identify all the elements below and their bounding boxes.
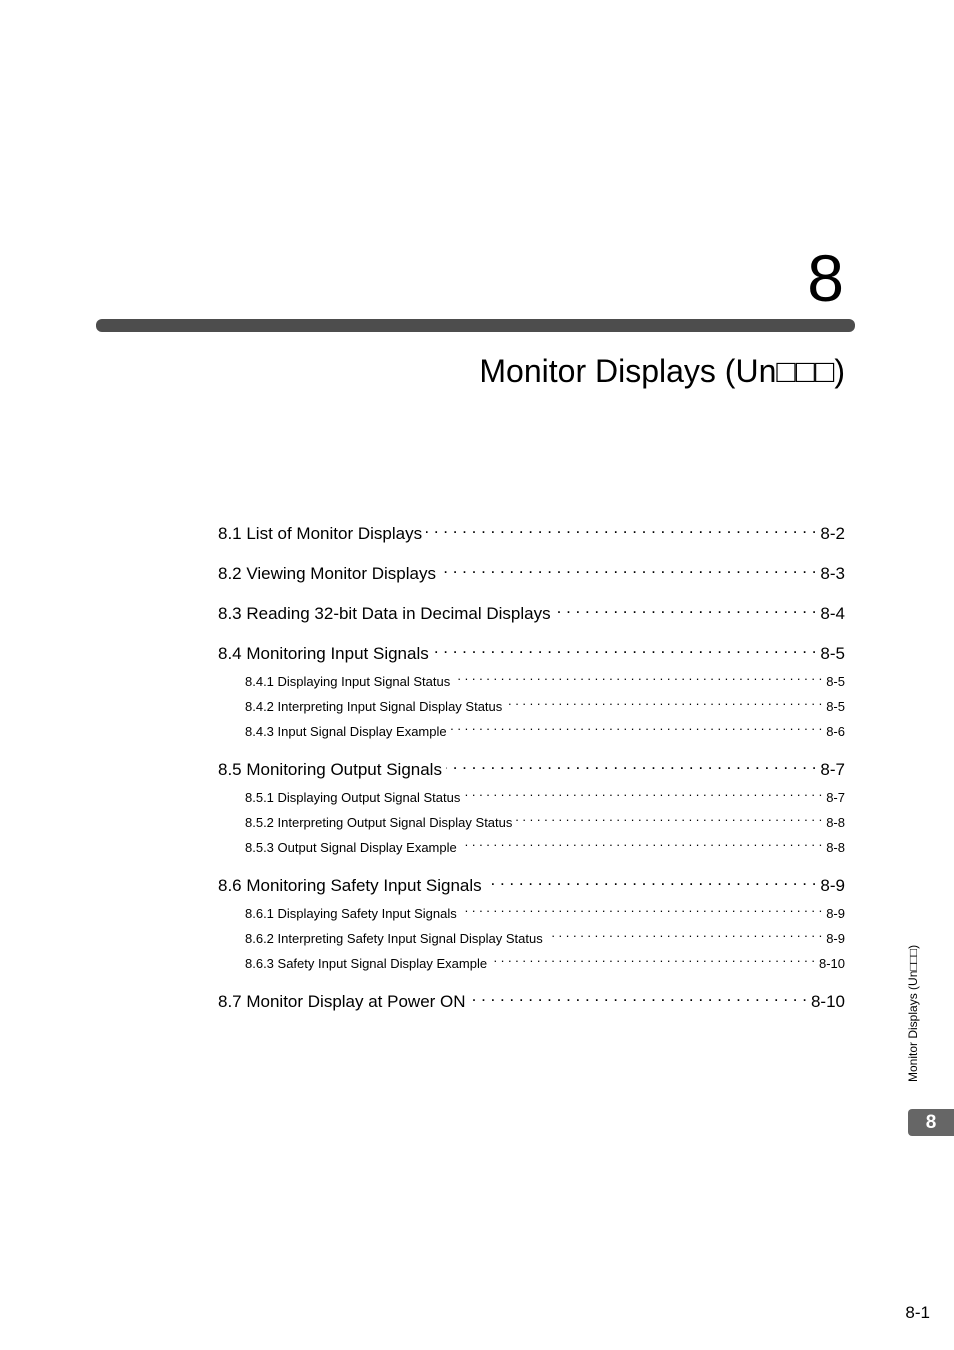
- toc-entry-page: 8-9: [826, 930, 845, 946]
- toc-entry-label: 8.4 Monitoring Input Signals: [218, 644, 429, 663]
- toc-entry[interactable]: [218, 923, 845, 948]
- toc-entry-page: 8-9: [820, 876, 845, 895]
- toc-entry-page: 8-8: [826, 839, 845, 855]
- toc-entry[interactable]: [218, 597, 845, 625]
- toc-entry-label: 8.1 List of Monitor Displays: [218, 524, 423, 543]
- toc-entry-label: 8.6 Monitoring Safety Input Signals: [218, 876, 482, 895]
- dot-leader: [506, 691, 822, 711]
- toc-entry-page: 8-3: [820, 564, 845, 583]
- dot-leader: [440, 557, 816, 579]
- page-number: 8-1: [905, 1303, 930, 1322]
- toc-entry-label: 8.4.1 Displaying Input Signal Status: [245, 673, 451, 689]
- toc-entry[interactable]: [218, 898, 845, 923]
- toc-entry[interactable]: [218, 869, 845, 897]
- toc-entry-label: 8.6.2 Interpreting Safety Input Signal Display Status: [245, 930, 543, 946]
- chapter-thumb-tab: 8: [908, 1109, 954, 1136]
- toc-entry-page: 8-5: [826, 698, 845, 714]
- dot-leader: [486, 869, 817, 891]
- toc-entry[interactable]: [218, 691, 845, 716]
- dot-leader: [426, 517, 816, 539]
- toc-entry[interactable]: [218, 637, 845, 665]
- toc-entry-page: 8-4: [820, 604, 845, 623]
- toc-entry-page: 8-7: [826, 789, 845, 805]
- dot-leader: [555, 597, 817, 619]
- chapter-divider-bar: [96, 319, 855, 332]
- toc-entry-label: 8.4.2 Interpreting Input Signal Display Status: [245, 698, 503, 714]
- toc-entry-label: 8.4.3 Input Signal Display Example: [245, 723, 447, 739]
- toc-entry[interactable]: [218, 782, 845, 807]
- chapter-number: 8: [807, 241, 844, 315]
- toc-entry-label: 8.2 Viewing Monitor Displays: [218, 564, 436, 583]
- dot-leader: [491, 948, 815, 968]
- toc-entry-page: 8-8: [826, 814, 845, 830]
- dot-leader: [516, 807, 822, 827]
- toc-entry-page: 8-5: [820, 644, 845, 663]
- toc-entry[interactable]: [218, 985, 845, 1013]
- dot-leader: [451, 716, 823, 736]
- toc-entry[interactable]: [218, 832, 845, 857]
- dot-leader: [461, 832, 822, 852]
- toc-entry-label: 8.5.3 Output Signal Display Example: [245, 839, 457, 855]
- dot-leader: [454, 666, 822, 686]
- toc-entry[interactable]: [218, 666, 845, 691]
- toc-entry-page: 8-2: [820, 524, 845, 543]
- toc-entry[interactable]: [218, 948, 845, 973]
- toc-entry-page: 8-5: [826, 673, 845, 689]
- toc-entry-label: 8.5.2 Interpreting Output Signal Display Status: [245, 814, 513, 830]
- toc-entry[interactable]: [218, 517, 845, 545]
- toc-entry-page: 8-10: [818, 955, 845, 971]
- table-of-contents: [218, 517, 845, 1013]
- toc-entry-label: 8.6.1 Displaying Safety Input Signals: [245, 905, 457, 921]
- toc-entry-label: 8.5 Monitoring Output Signals: [218, 760, 442, 779]
- toc-entry-label: 8.5.1 Displaying Output Signal Status: [245, 789, 461, 805]
- toc-entry[interactable]: [218, 557, 845, 585]
- toc-entry-page: 8-9: [826, 905, 845, 921]
- toc-entry[interactable]: [218, 753, 845, 781]
- dot-leader: [433, 637, 817, 659]
- toc-entry-label: 8.6.3 Safety Input Signal Display Example: [245, 955, 488, 971]
- toc-entry-label: 8.7 Monitor Display at Power ON: [218, 992, 466, 1011]
- dot-leader: [461, 898, 822, 918]
- dot-leader: [547, 923, 822, 943]
- dot-leader: [464, 782, 822, 802]
- toc-entry-page: 8-7: [820, 760, 845, 779]
- toc-entry[interactable]: [218, 807, 845, 832]
- toc-entry[interactable]: [218, 716, 845, 741]
- chapter-title: Monitor Displays (Un□□□): [479, 353, 845, 389]
- dot-leader: [446, 753, 816, 775]
- toc-entry-page: 8-10: [810, 992, 845, 1011]
- dot-leader: [470, 985, 807, 1007]
- toc-entry-label: 8.3 Reading 32-bit Data in Decimal Displays: [218, 604, 551, 623]
- toc-entry-page: 8-6: [826, 723, 845, 739]
- side-running-title: Monitor Displays (Un□□□): [906, 944, 920, 1082]
